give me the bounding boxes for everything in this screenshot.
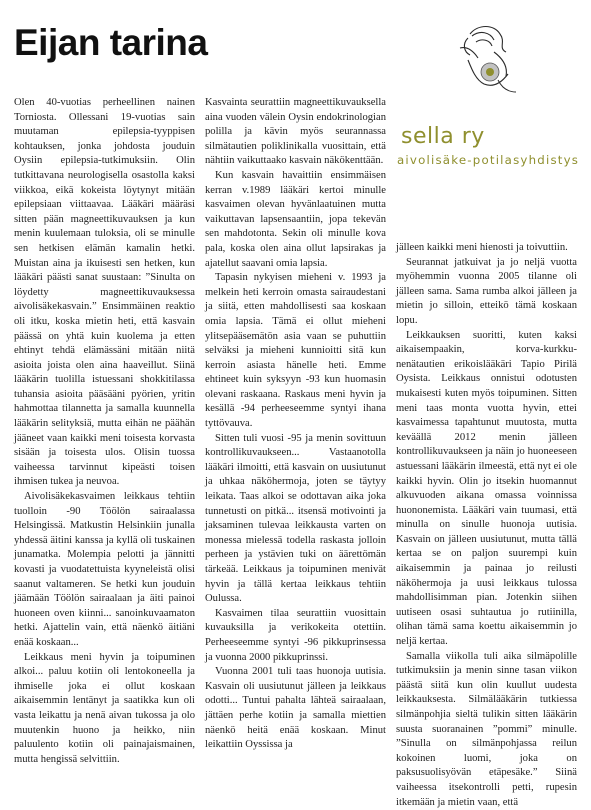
paragraph: Kasvainta seurattiin magneettikuvauksella aina vuoden välein Oysin endokrinologian polilla ja kävin myös seurannassa silmätautien poliklinikalla vuosittain, että nähtiin vaikuttaako kasvain näkökenttään. <box>205 97 386 167</box>
paragraph: Kun kasvain havaittiin ensimmäisen kerran v.1989 lääkäri kertoi minulle kasvaimen olevan hyvänlaatuinen mutta vaikuttavan lapsensaantiin, jopa tekevän sen mahdotonta. Sekin oli minulle kova pala, koska olen aina ollut lapsirakas ja ajatellut saavani omia lapsia. <box>205 169 386 269</box>
article-column-3 <box>396 241 577 810</box>
paragraph: Vuonna 2001 tuli taas huonoja uutisia. Kasvain oli uusiutunut jälleen ja leikkaus odotti... Tuntui pahalta lähteä sairaalaan, jättäen perhe kotiin ja samalla miettien näenkö heitä enää koskaan. Minut leikattiin Oyssissa ja <box>205 666 386 751</box>
paragraph: Samalla viikolla tuli aika silmäpolille tutkimuksiin ja menin sinne tasan viikon päästä siitä kun olin kuullut uudesta leikkauksesta. Silmälääkärin tutkiessa silmänpohjia sieltä tulikin sitten lääkärin suusta suoranainen ”pommi” minulle. ”Sinulla on silmänpohjassa reilun kokoinen luomi, joka on paksusuolisyövän etäpesäke.” Siinä vaiheessa itsekontrolli petti, rupesin itkemään ja mietin vaan, että <box>396 650 577 808</box>
paragraph: jälleen kaikki meni hienosti ja toivuttiin. <box>396 242 568 253</box>
paragraph: Leikkaus meni hyvin ja toipuminen alkoi... paluu kotiin oli lentokoneella ja ihmiselle joka ei ollut koskaan aikaisemmin lentänyt ja saatikka kun oli vasta leikattu ja nenä aivan tukossa ja olo muutenkin huono ja heikko, niin paluulento kotiin oli painajaismainen, mutta hengissä selvittiin. <box>14 651 195 765</box>
logo-subtitle: aivolisäke-potilasyhdistys <box>397 153 580 167</box>
paragraph: Leikkauksen suoritti, kuten kaksi aikaisempaakin, korva-kurkku-nenätautien erikoislääkäri Tapio Pirilä Oysista. Leikkaus onnistui odotusten mukaisesti kuten myös toipuminen. Sitten meni taas monta vuotta hyvin, ettei kasvaimessa tapahtunut muutosta, mutta keväällä 2012 menin jälleen kontrollikuvaukseen ja näin jo huoneeseen astuessani lääkärin ilmeestä, että nyt ei ole kaikki hyvin. Olin jo itsekin huomannut alkuvuoden aikana omassa voinnissa huononemista. Lääkäri vain tuumasi, että minulla on sinulle huonoja uutisia. Kasvain on jälleen uusiutunut, mutta tällä kertaa se on paljon suurempi kuin aikaisemmin ja painaa jo reilusti näköhermoja ja uusi leikkaus tulossa mahdollisimman pian. Jotenkin siihen uutiseen osasi suhtautua jo rutiinilla, olihan tämä sama koettu aikaisemmin jo neljä kertaa. <box>396 329 577 648</box>
paragraph: Aivolisäkekasvaimen leikkaus tehtiin tuolloin -90 Töölön sairaalassa Helsingissä. Matkustin Helsinkiin junalla yhdessä äitini kanssa ja kyllä oli tuskainen junamatka. Molempia pelotti ja jännitti kovasti ja vuodatettuista kyyneleistä olisi saanut valtameren. Se hetki kun jouduin jäämään Töölön sairaalaan ja äiti painoi huoneen oven kiinni... sanoinkuvaamaton hetki. Ajattelin vain, että näenkö äitiäni enää koskaan... <box>14 491 195 648</box>
paragraph: Tapasin nykyisen mieheni v. 1993 ja melkein heti kerroin omasta sairaudestani ja siitä, etten mahdollisesti saa koskaan omia lapsia. Tämä ei ollut mieheni ylitsepääsemätön asia vaan se puhuttiin selväksi ja mieheni kunnioitti sitä kun kerroin asiasta hänelle heti. Emme ehtineet kuin syksyyn -93 kun huomasin olevani raskaana. Raskaus meni hyvin ja kesällä -94 perheeseemme syntyi ihana tyttövauva. <box>205 272 386 430</box>
page-title: Eijan tarina <box>14 22 208 63</box>
paragraph: Kasvaimen tilaa seurattiin vuosittain kuvauksilla ja verikokeita otettiin. Perheeseemme syntyi -96 pikkuprinsessa ja vuonna 2000 pikkuprinssi. <box>205 607 386 663</box>
paragraph: Olen 40-vuotias perheellinen nainen Torniosta. Ollessani 19-vuotias sain muutaman epilepsia-tyyppisen kohtauksen, jonka johdosta jouduin Oysiin epilepsia-tutkimuksiin. Olin tutkittavana neurologisella osastolla kaksi viikkoa, eikä kokeista löytynyt mitään epilepsiaan viittaavaa. Lääkäri määräsi sitten pään magneettikuvauksen ja kun menin kuulemaan tuloksia, oli se minulle sen hetkisen elämän kamalin hetki. Muistan aina ja ikuisesti sen hetken, kun lääkäri päästi sanat suustaan: ”Sinulta on löydetty magneettikuvauksessa aivolisäkekasvain.” Ensimmäinen reaktio oli itku, koska mietin heti, että kasvain päässä on yhtä kuin kuolema ja etten ehtinyt tehdä elämässäni mitään niitä asioita joista olen aina haaveillut. Siinä lääkärin tuolilla istuessani shokkitilassa tuhansia asioita pääsääni pyörien, yritin hahmottaa tilannetta ja samalla kuunnella lääkärin selityksiä, mutta eihän ne päähän jääneet vaan kaikki meni toisesta korvasta sisään ja toisesta ulos. Olisin tuossa vaiheessa tarvinnut kipeästi toisen ihmisen tukea ja neuvoa. <box>14 97 195 488</box>
paragraph: Sitten tuli vuosi -95 ja menin sovittuun kontrollikuvaukseen... Vastaanotolla lääkäri ilmoitti, että kasvain on uusiutunut ja uhkaa näköhermoja, joten se täytyy leikata. Taas alkoi se odottavan aika joka tunnetusti on pitkä... itsensä motivointi ja jaksaminen tulevaa leikkausta varten on monessa mielessä todella raskasta jolloin perheen ja ystävien tuki on äärettömän tärkeää. Leikkaus ja toipuminen menivät hyvin ja tällä kertaa leikkaus tehtiin Oulussa. <box>205 432 386 605</box>
paragraph: Seurannat jatkuivat ja jo neljä vuotta myöhemmin vuonna 2005 tilanne oli jälleen sama. Sama rumba alkoi jälleen ja mietin jo silloin, etteikö tämä koskaan lopu. <box>396 256 577 326</box>
article-column-2 <box>205 96 386 753</box>
logo-name: sella ry <box>401 124 485 149</box>
article-column-1 <box>14 96 195 767</box>
